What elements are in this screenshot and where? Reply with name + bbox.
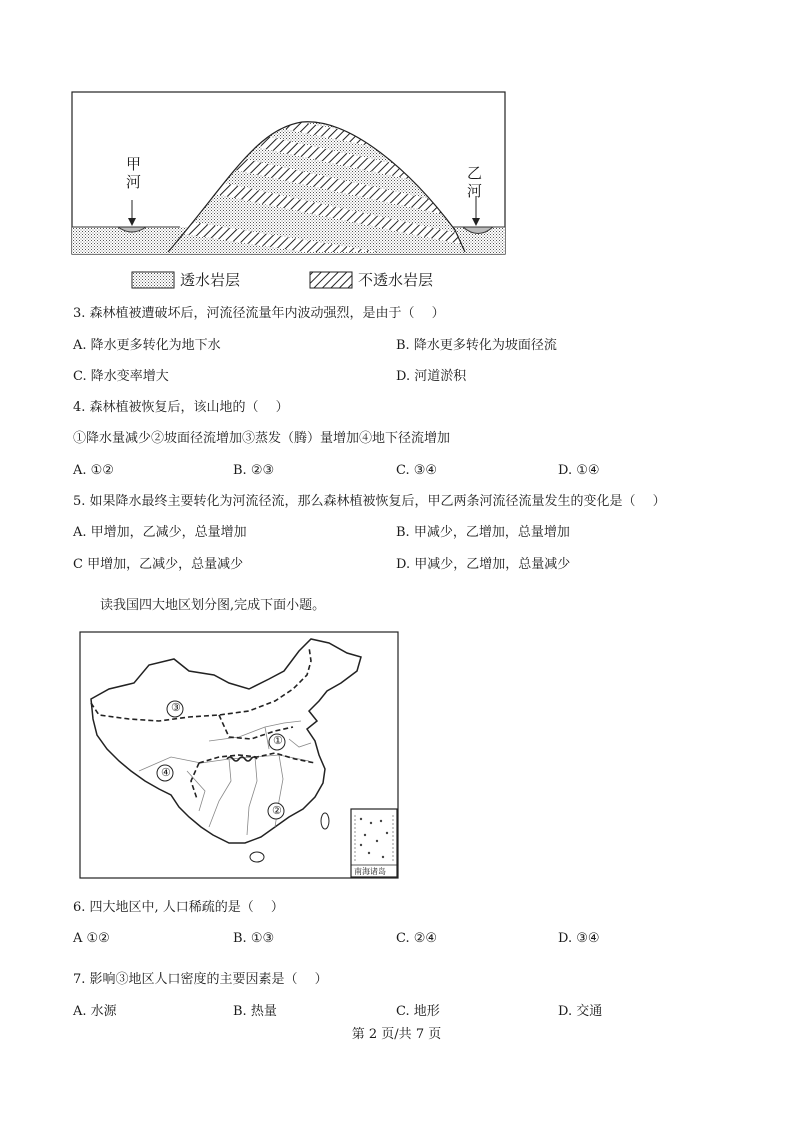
question-6-stem: 6. 四大地区中, 人口稀疏的是（ ） [73,900,284,915]
q3-option-a[interactable]: A. 降水更多转化为地下水 [73,338,221,353]
q7-option-c[interactable]: C. 地形 [396,1004,440,1019]
q3-option-c[interactable]: C. 降水变率增大 [73,369,169,384]
q6-option-a[interactable]: A ①② [73,931,110,946]
cross-section-diagram [70,90,510,295]
river-yi-label: 乙 河 [467,164,483,200]
q3-option-b[interactable]: B. 降水更多转化为坡面径流 [396,338,557,353]
q4-option-d[interactable]: D. ①④ [558,463,600,478]
q4-option-b[interactable]: B. ②③ [233,463,275,478]
q6-option-c[interactable]: C. ②④ [396,931,438,946]
q7-option-a[interactable]: A. 水源 [73,1004,117,1019]
q5-option-b[interactable]: B. 甲减少，乙增加，总量增加 [396,525,570,540]
map-region-1-label: ① [273,734,283,747]
q4-option-c[interactable]: C. ③④ [396,463,438,478]
question-5-stem: 5. 如果降水最终主要转化为河流径流，那么森林植被恢复后，甲乙两条河流径流量发生的变化是（ ） [73,494,666,509]
legend-permeable: 透水岩层 [180,271,241,289]
map-region-3-label: ③ [171,701,181,714]
q3-option-d[interactable]: D. 河道淤积 [396,369,467,384]
china-regions-map [79,631,399,879]
q4-option-a[interactable]: A. ①② [73,463,114,478]
q5-option-c[interactable]: C 甲增加，乙减少，总量减少 [73,557,244,572]
river-jia-label: 甲 河 [126,155,142,191]
question-4-stem: 4. 森林植被恢复后，该山地的（ ） [73,400,289,415]
q5-option-a[interactable]: A. 甲增加，乙减少，总量增加 [73,525,247,540]
q7-option-b[interactable]: B. 热量 [233,1004,277,1019]
q6-option-b[interactable]: B. ①③ [233,931,275,946]
question-7-stem: 7. 影响③地区人口密度的主要因素是（ ） [73,972,328,987]
map-region-4-label: ④ [161,766,171,779]
q6-option-d[interactable]: D. ③④ [558,931,600,946]
question-3-stem: 3. 森林植被遭破坏后，河流径流量年内波动强烈，是由于（ ） [73,306,445,321]
q5-option-d[interactable]: D. 甲减少，乙增加，总量减少 [396,557,571,572]
map-intro-text: 读我国四大地区划分图,完成下面小题。 [100,598,326,613]
question-4-statements: ①降水量减少②坡面径流增加③蒸发（腾）量增加④地下径流增加 [73,431,451,446]
legend-impermeable: 不透水岩层 [358,271,434,289]
map-region-2-label: ② [272,804,282,817]
page-footer: 第 2 页/共 7 页 [351,1027,442,1042]
map-inset-label: 南海诸岛 [354,867,386,876]
q7-option-d[interactable]: D. 交通 [558,1004,603,1019]
